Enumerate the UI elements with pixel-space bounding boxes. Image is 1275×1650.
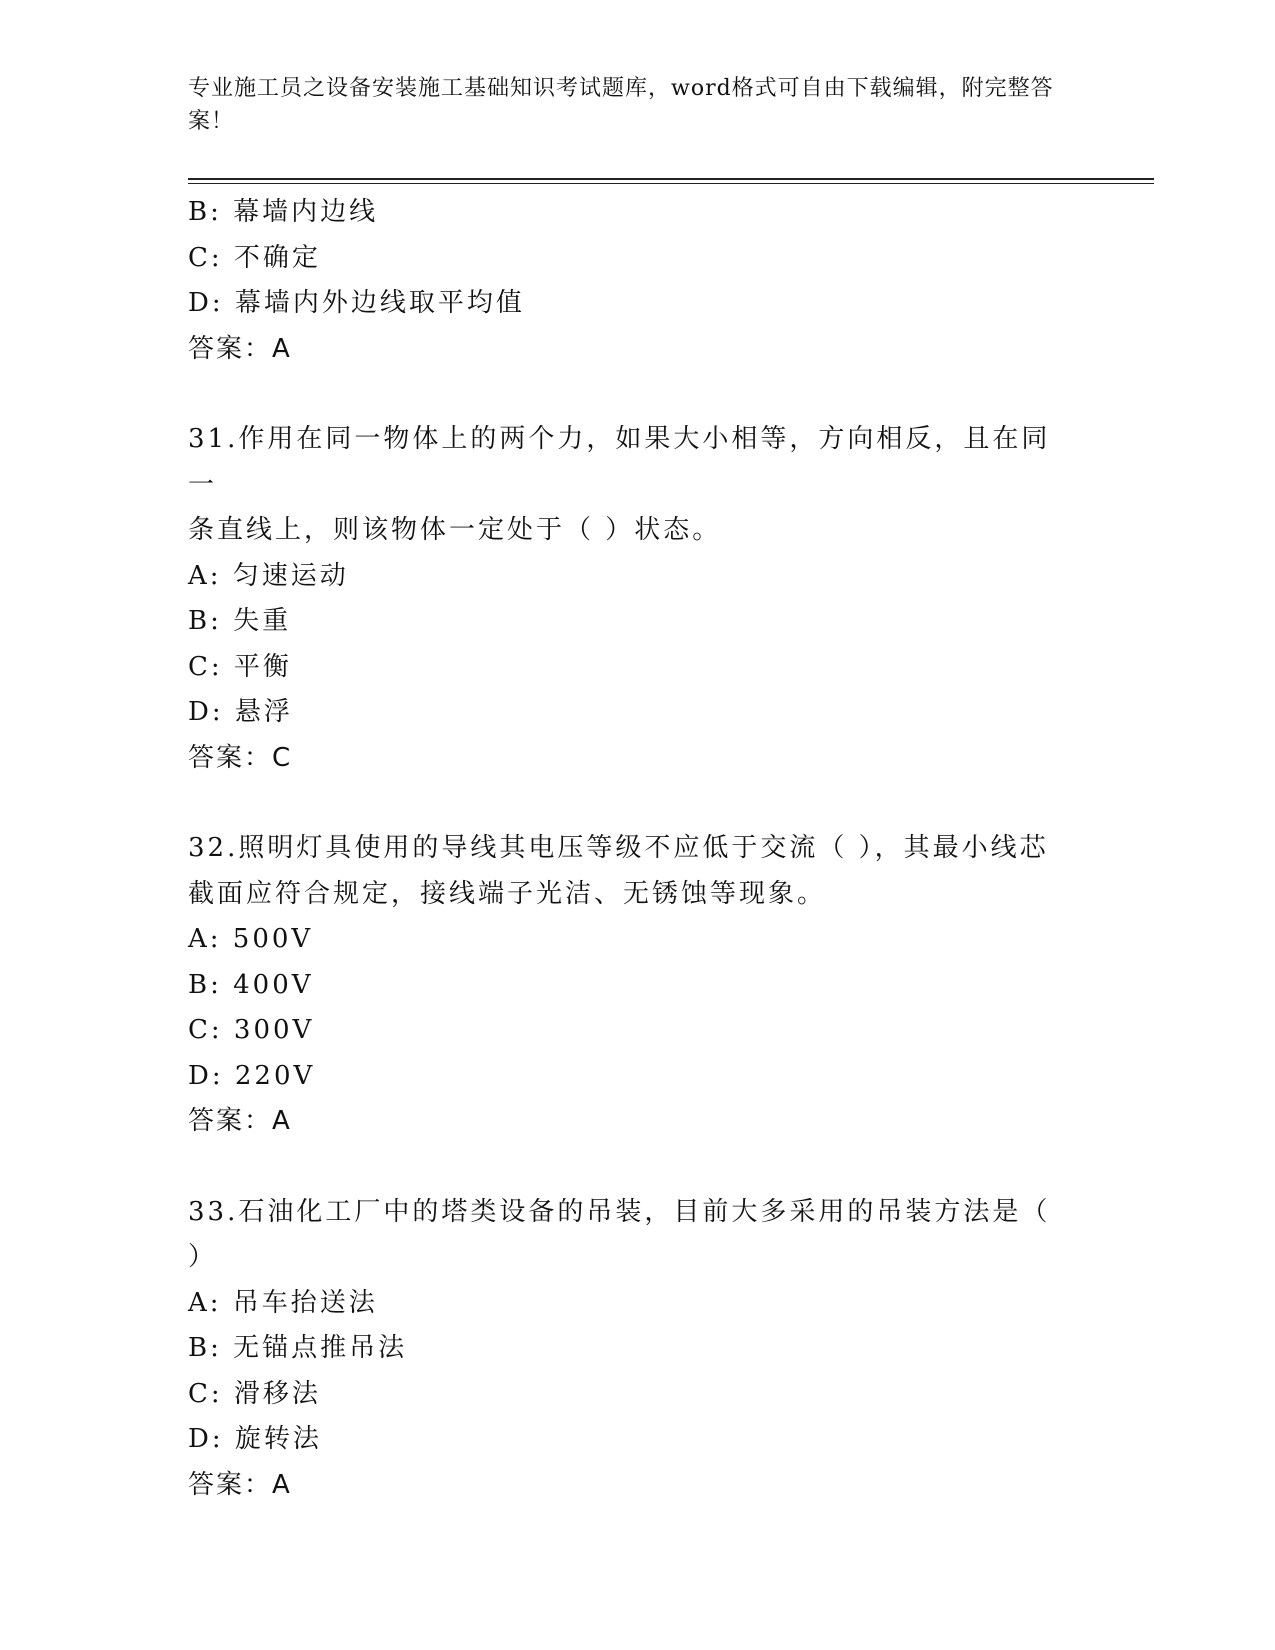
question-stem-line: 31.作用在同一物体上的两个力，如果大小相等，方向相反，且在同一 [188, 424, 1051, 500]
option-c: C: 不确定 [188, 242, 321, 273]
question-stem-line: 32.照明灯具使用的导线其电压等级不应低于交流（ ），其最小线芯 [188, 833, 1049, 863]
option-d: D: 幕墙内外边线取平均值 [188, 288, 525, 318]
option-c: C: 滑移法 [188, 1378, 321, 1409]
document-header: 专业施工员之设备安装施工基础知识考试题库，word格式可自由下载编辑，附完整答案！ [188, 76, 1054, 134]
question-stem-line: ） [188, 1242, 218, 1272]
option-b: B: 失重 [188, 606, 292, 636]
option-b: B: 400V [188, 969, 314, 1000]
previous-question-block [188, 190, 1068, 372]
question-stem-line: 33.石油化工厂中的塔类设备的吊装，目前大多采用的吊装方法是（ [188, 1196, 1051, 1227]
option-d: D: 悬浮 [188, 697, 293, 727]
option-a: A: 500V [188, 924, 314, 954]
spacer [188, 372, 1068, 417]
option-b: B: 无锚点推吊法 [188, 1333, 408, 1363]
answer-line: 答案：C [188, 742, 293, 773]
option-c: C: 300V [188, 1015, 315, 1045]
answer-line: 答案：A [188, 1106, 292, 1136]
header-rule-thick [188, 178, 1154, 180]
option-b: B: 幕墙内边线 [188, 197, 379, 227]
question-stem-line: 条直线上，则该物体一定处于（ ）状态。 [188, 515, 722, 545]
question-32 [188, 826, 1068, 1145]
document-body [188, 190, 1068, 1508]
option-d: D: 220V [188, 1060, 316, 1091]
option-a: A: 匀速运动 [188, 560, 349, 591]
option-a: A: 吊车抬送法 [188, 1287, 378, 1318]
answer-line: 答案：A [188, 1469, 292, 1500]
question-stem-line: 截面应符合规定，接线端子光洁、无锈蚀等现象。 [188, 878, 827, 909]
spacer [188, 781, 1068, 826]
spacer [188, 1145, 1068, 1190]
question-33 [188, 1190, 1068, 1509]
question-31 [188, 417, 1068, 781]
answer-line: 答案：A [188, 333, 292, 364]
header-rule-thin [188, 183, 1154, 184]
option-d: D: 旋转法 [188, 1424, 322, 1454]
option-c: C: 平衡 [188, 651, 292, 682]
